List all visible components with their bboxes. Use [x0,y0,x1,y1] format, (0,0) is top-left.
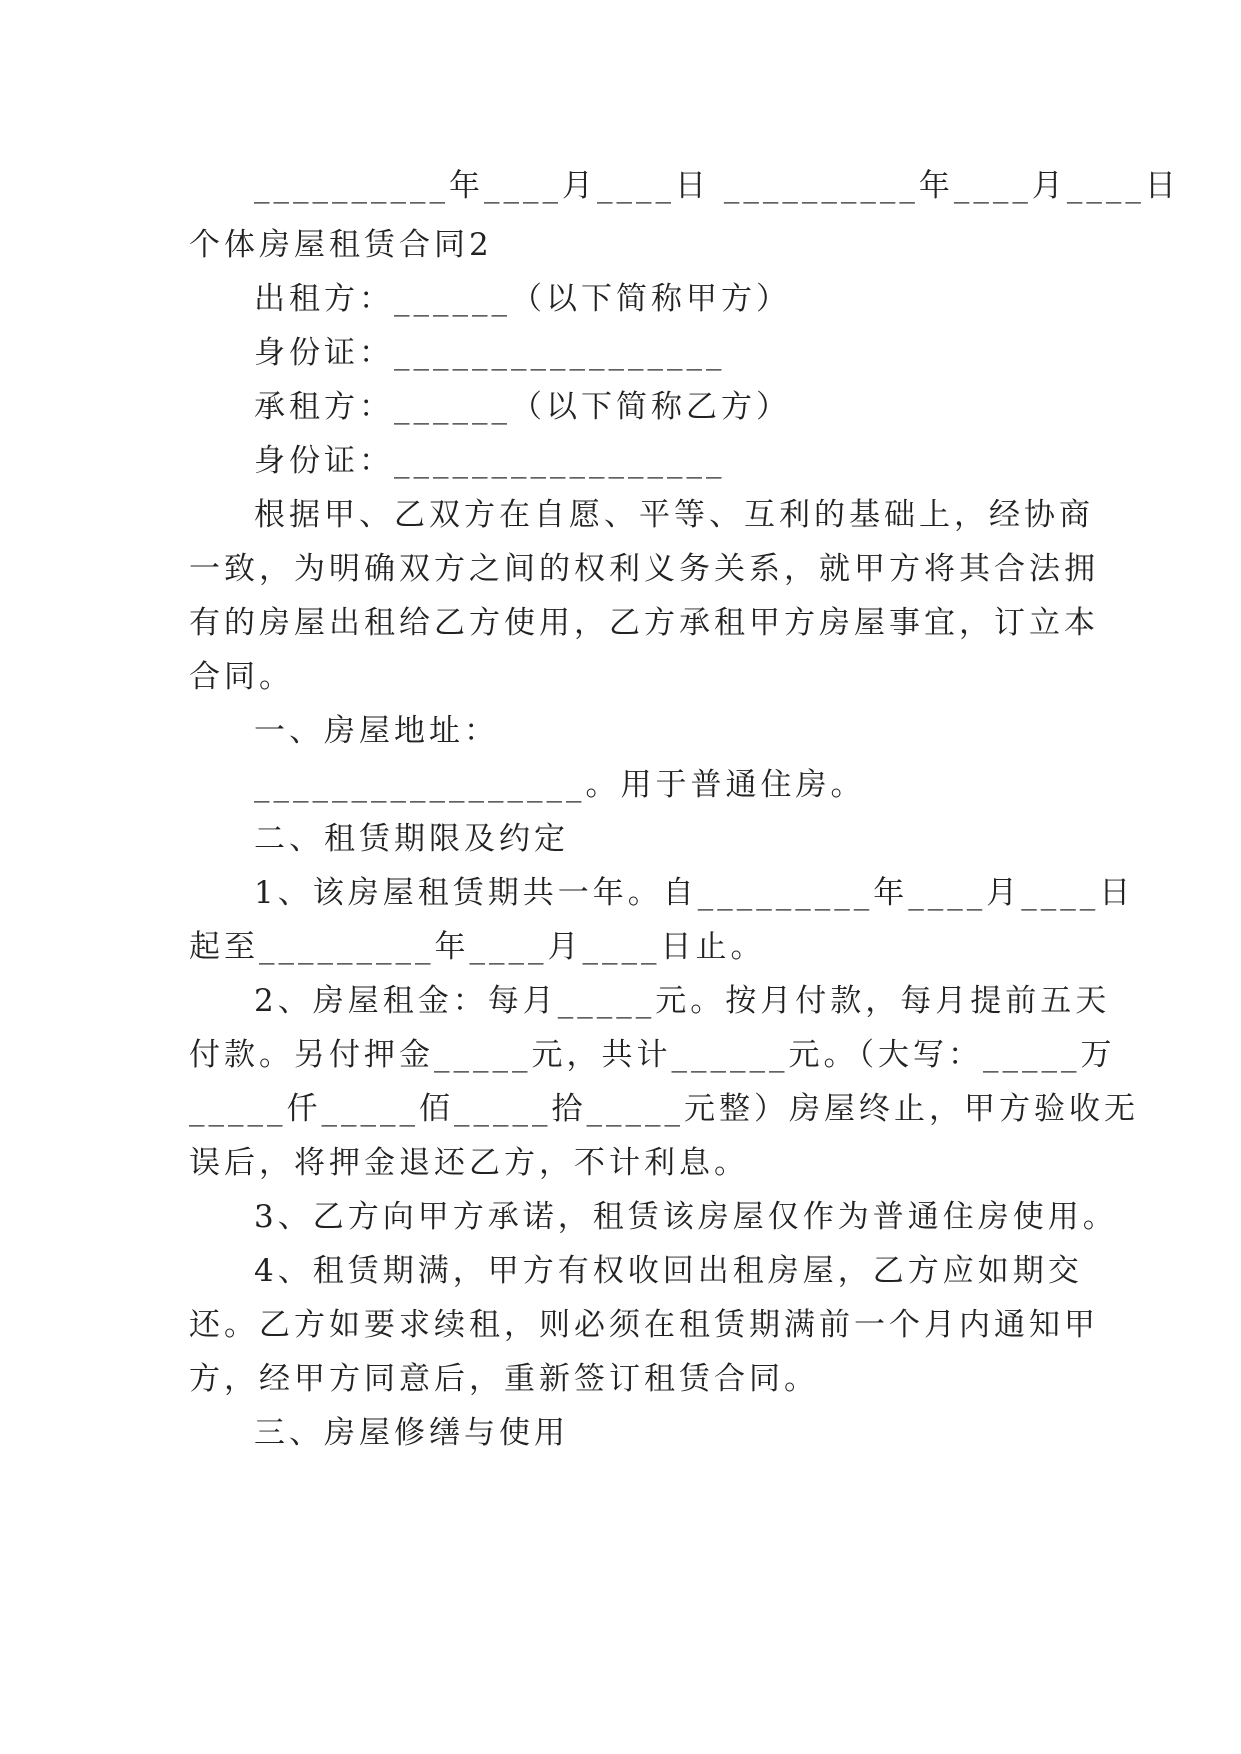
clause-2-line-3: _____仟_____佰_____拾_____元整）房屋终止，甲方验收无 [189,1091,1139,1127]
clause-2-line-4: 误后，将押金退还乙方，不计利息。 [189,1145,749,1181]
preamble-line-2: 一致，为明确双方之间的权利义务关系，就甲方将其合法拥 [189,551,1099,587]
section-3-heading: 三、房屋修缮与使用 [254,1415,569,1451]
clause-4-line-2: 还。乙方如要求续租，则必须在租赁期满前一个月内通知甲 [189,1307,1099,1343]
clause-1-line-1: 1、该房屋租赁期共一年。自_________年____月____日 [254,875,1135,911]
lessee-id-line: 身份证：_________________ [254,443,726,479]
clause-3-line-1: 3、乙方向甲方承诺，租赁该房屋仅作为普通住房使用。 [254,1199,1118,1235]
lessor-line: 出租方：______（以下简称甲方） [254,281,791,317]
clause-4-line-3: 方，经甲方同意后，重新签订租赁合同。 [189,1361,819,1397]
contract-title: 个体房屋租赁合同2 [189,227,493,263]
clause-1-line-2: 起至_________年____月____日止。 [189,929,766,965]
clause-2-line-1: 2、房屋租金：每月_____元。按月付款，每月提前五天 [254,983,1111,1019]
clause-2-line-2: 付款。另付押金_____元，共计______元。（大写：_____万 [189,1037,1116,1073]
preamble-line-4: 合同。 [189,659,294,695]
section-2-heading: 二、租赁期限及约定 [254,821,569,857]
address-line: _________________。用于普通住房。 [254,767,866,803]
preamble-line-1: 根据甲、乙双方在自愿、平等、互利的基础上，经协商 [254,497,1094,533]
signature-date-line: __________年____月____日 __________年____月____日 [254,168,1180,204]
lessor-id-line: 身份证：_________________ [254,335,726,371]
lessee-line: 承租方：______（以下简称乙方） [254,389,791,425]
clause-4-line-1: 4、租赁期满，甲方有权收回出租房屋，乙方应如期交 [254,1253,1083,1289]
preamble-line-3: 有的房屋出租给乙方使用，乙方承租甲方房屋事宜，订立本 [189,605,1099,641]
section-1-heading: 一、房屋地址： [254,713,499,749]
